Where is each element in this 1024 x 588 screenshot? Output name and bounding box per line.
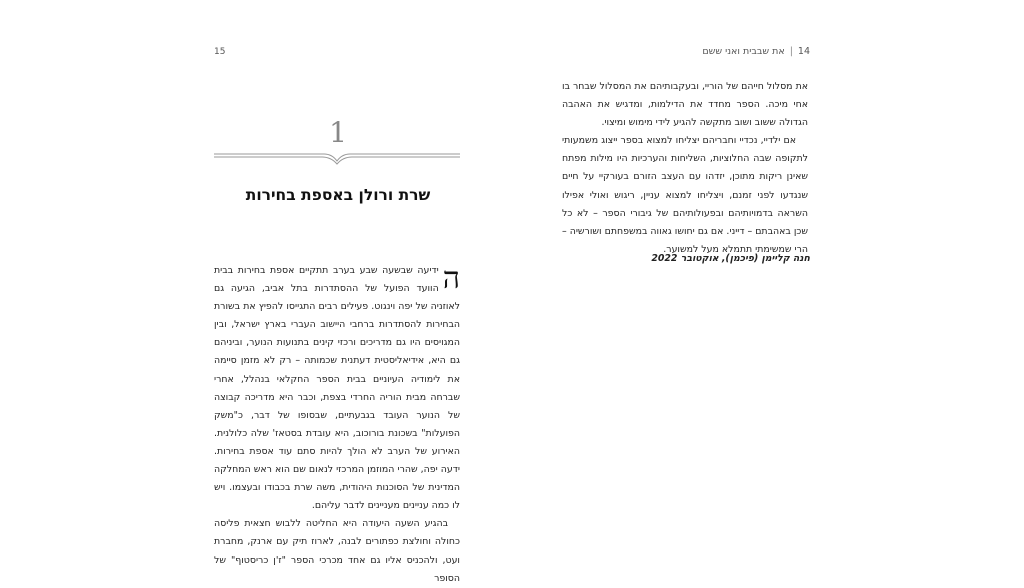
page-number-left: 15 [214,47,226,57]
chapter-title: שרת ורולן באספת בחירות [245,186,431,204]
drop-cap: ה [442,261,460,296]
paragraph: את מסלול חייהם של הוריי, ובעקבותיהם את המסלול שבחר בו אחי מיכה. הספר מחדד את הדילמות, ומדגיש את האהבה הגדולה ששוב ושוב מתקשה להגיע לידי מימוש ומיצוי. [562,81,808,129]
running-header [702,46,810,57]
left-body-text [214,262,460,588]
paragraph: אם ילדיי, נכדיי וחבריהם יצליחו למצוא בספר ייצוג משמעותי לתקופה שבה החלוציות, השליחות והערכיות היו מילות מפתח שאינן ריקות מתוכן, יזדהו עם העצב הזורם בעורקיי על חיים שנגדעו לפני זמנם, ויצליחו למצוא עניין, ריגוש ואולי אפילו השראה בדמויותיהם ובפעולותיהם של גיבורי הספר – לא כל שכן באהבתם – דייני. אם גם יחושו גאווה במשפחתם ושורשיה – הרי שמשימתי תתמלא מעל למשוער. [562,135,808,255]
left-page [200,0,476,584]
paragraph-text: ידיעה שבשעה שבע בערב תתקיים אספת בחירות בבית הוועד הפועל של ההסתדרות בתל אביב, הגיעה גם לאוזניה של יפה וינגוט. פעילים רבים התגייסו להפיץ את בשורת הבחירות להסתדרות ברחבי היישוב העברי בארץ ישראל, ובין המגויסים היו גם מדריכים ורכזי קינים בתנועות הנוער, וביניהם גם היא, אידיאליסטית דעתנית שכמותה – רק לא מזמן סיימה את לימודיה העיוניים בבית הספר החקלאי בנהלל, אחרי שברחה מבית הוריה החרדי בצפת, וכבר היא מדריכה קבוצה של הנוער העובד בגבעתיים, שבסופו של דבר, כ"משק הפועלות" בשכונת בורוכוב, היא עובדת בסטאז' שלה כלולנית. האירוע של הערב לא הולך להיות סתם עוד אספת בחירות. ידעה יפה, שהרי המוזמן המרכזי לנאום שם הוא ראש המחלקה המדינית של הסוכנות היהודית, משה שרת בכבודו ובעצמו. ויש לו כמה עניינים מעניינים לדבר עליהם. [214,265,460,512]
paragraph [214,262,460,515]
paragraph: בהגיע השעה היעודה היא החליטה ללבוש חצאית פליסה כחולה וחולצת כפתורים לבנה, לארוז תיק עם ארנק, מחברת ועט, ולהכניס אליו גם אחד מכרכי הספר "ז'ן כריסטוף" של הסופר [214,518,460,584]
chapter-ornament-rule [214,150,460,166]
author-signature: חנה קליימן (פיכמן), אוקטובר 2022 [651,253,810,264]
right-page [548,0,824,576]
right-body-text [562,78,808,259]
page-number-right: 14 [797,46,810,57]
chapter-number: 1 [329,116,347,149]
header-separator: | [789,46,793,57]
running-head-title: את שבבית ואני ששם [702,46,785,57]
